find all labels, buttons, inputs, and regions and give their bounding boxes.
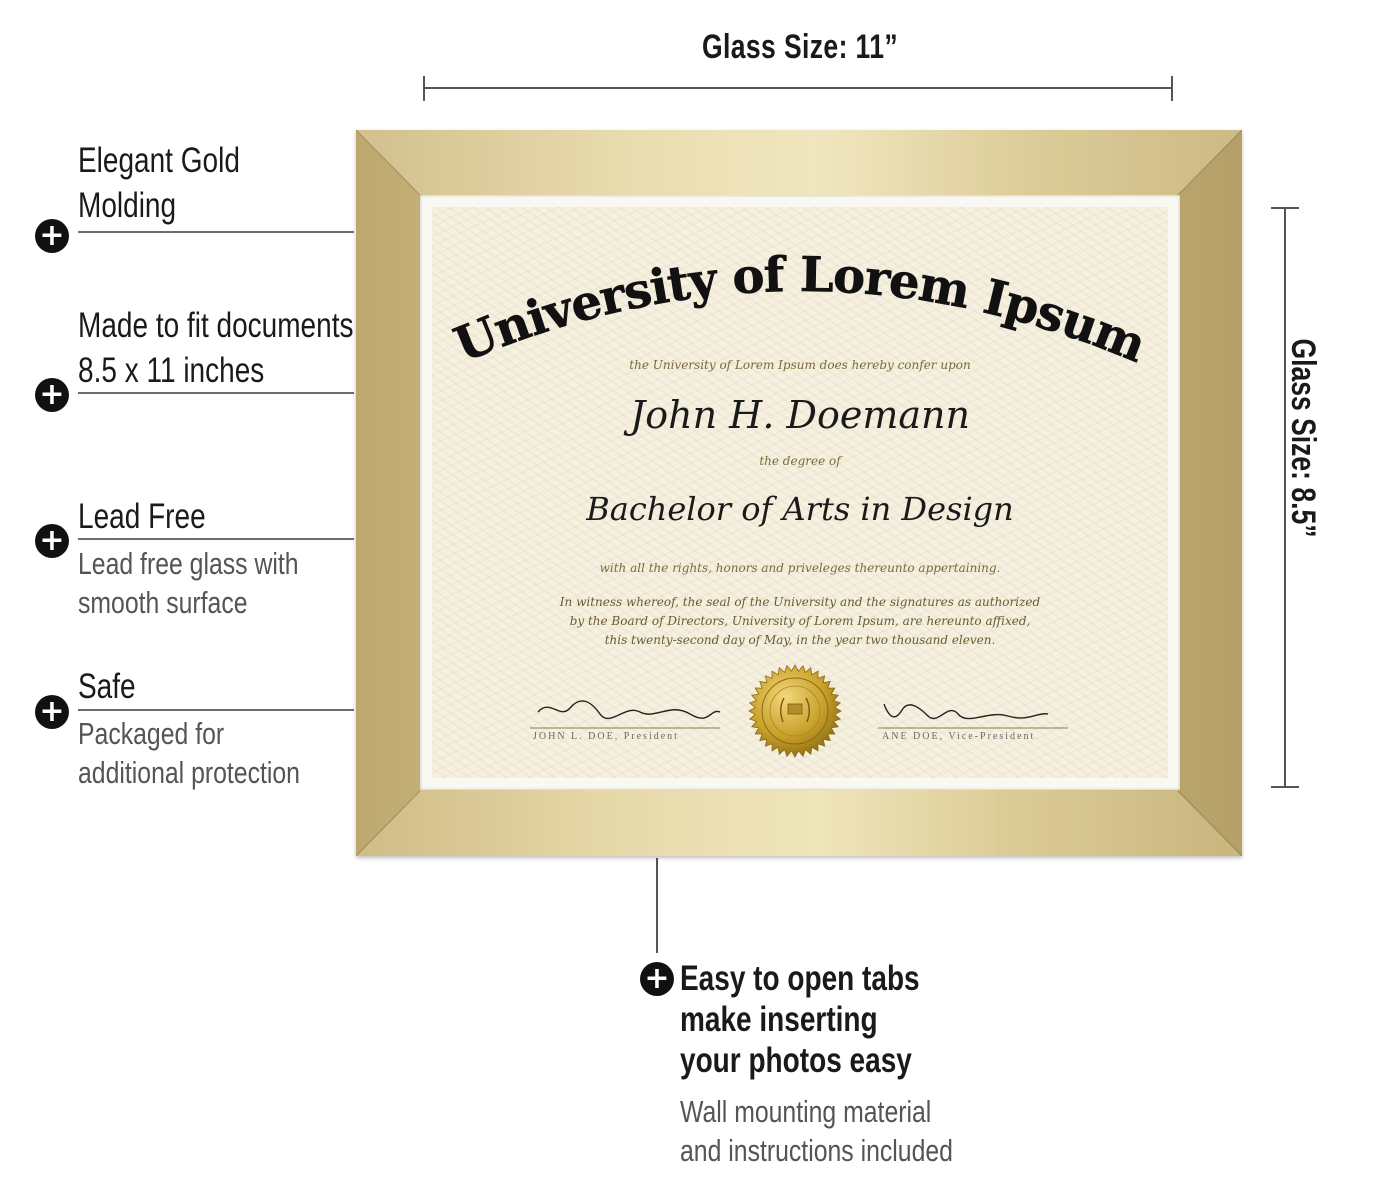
university-title: University of Lorem Ipsum (446, 246, 1153, 374)
bottom-feature-title-line: your photos easy (680, 1041, 912, 1080)
glass-height-label: Glass Size: 8.5” (1284, 338, 1322, 538)
feature-description-line: additional protection (78, 755, 300, 790)
bottom-feature-description-line: and instructions included (680, 1133, 953, 1168)
plus-circle-icon: + (35, 378, 69, 412)
plus-circle-icon: + (35, 695, 69, 729)
bottom-feature-title-line: Easy to open tabs (680, 959, 920, 998)
signatory-left: JOHN L. DOE, President (533, 731, 679, 742)
feature-title-line: 8.5 x 11 inches (78, 351, 265, 390)
confer-line: the University of Lorem Ipsum does hereby confer upon (629, 358, 971, 372)
feature-description-line: Packaged for (78, 716, 225, 751)
feature-title-line: Lead Free (78, 497, 206, 536)
plus-circle-icon: + (35, 219, 69, 253)
plus-circle-icon: + (640, 962, 674, 996)
witness-line: by the Board of Directors, University of Lorem Ipsum, are hereunto affixed, (569, 614, 1031, 628)
glass-width-label: Glass Size: 11” (701, 28, 899, 66)
feature-title-line: Elegant Gold (78, 141, 240, 180)
feature-divider (78, 709, 354, 711)
degree-name: Bachelor of Arts in Design (586, 490, 1014, 528)
signature-right (878, 690, 1078, 730)
signature-left (530, 690, 730, 730)
feature-title-line: Safe (78, 667, 136, 706)
gold-seal-icon (748, 664, 842, 758)
bottom-feature-title-line: make inserting (680, 1000, 878, 1039)
recipient-name: John H. Doemann (630, 393, 970, 437)
degree-intro: the degree of (759, 454, 841, 468)
witness-block (432, 593, 1168, 650)
plus-circle-icon: + (35, 524, 69, 558)
feature-description-line: smooth surface (78, 585, 248, 620)
rights-line: with all the rights, honors and priveleges thereunto appertaining. (599, 561, 1001, 575)
svg-text:University of Lorem Ipsum (447, 247, 1153, 374)
feature-title-line: Made to fit documents (78, 306, 354, 345)
signatory-right: ANE DOE, Vice-President (882, 731, 1036, 742)
feature-divider (78, 231, 354, 233)
feature-description-line: Lead free glass with (78, 546, 299, 581)
witness-line: In witness whereof, the seal of the University and the signatures as authorized (559, 595, 1041, 609)
bottom-feature-description-line: Wall mounting material (680, 1094, 932, 1129)
witness-line: this twenty-second day of May, in the year two thousand eleven. (604, 633, 996, 647)
feature-title-line: Molding (78, 186, 177, 225)
feature-divider (78, 392, 354, 394)
feature-divider (78, 538, 354, 540)
